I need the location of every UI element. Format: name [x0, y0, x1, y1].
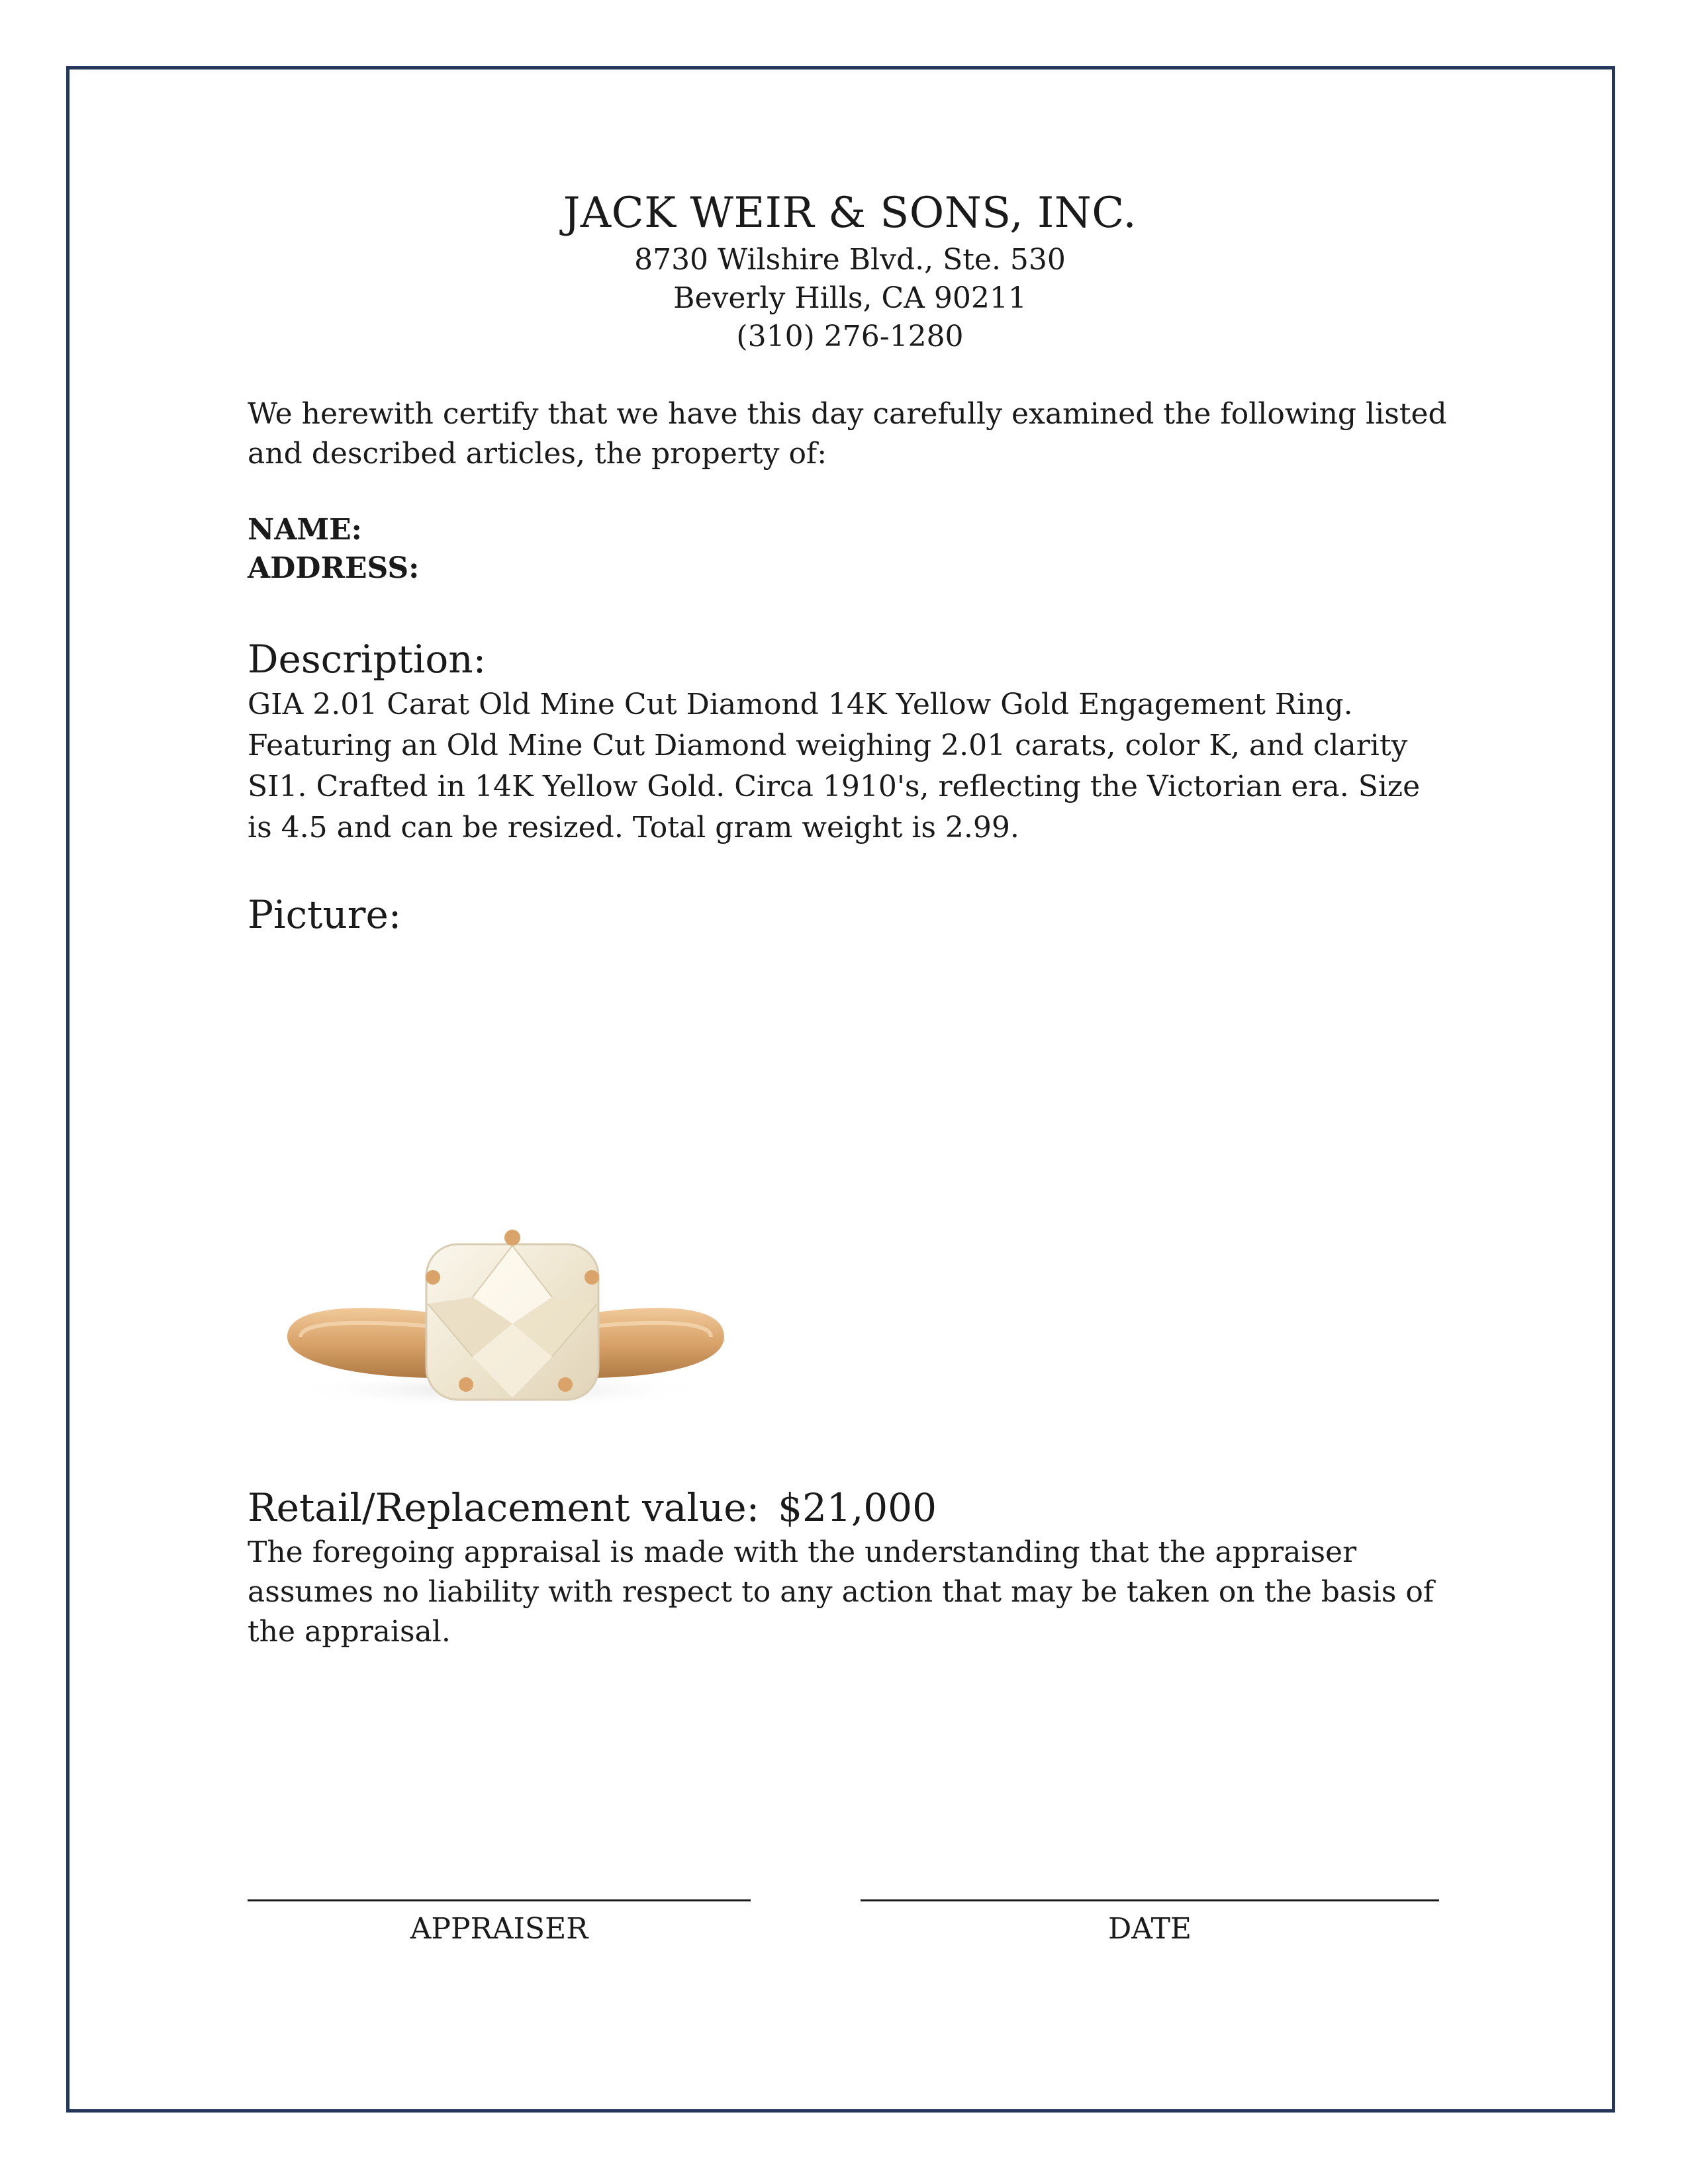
disclaimer-text: The foregoing appraisal is made with the understanding that the appraiser assumes no liability with respect to any action that may be taken on the basis of the appraisal. — [248, 1535, 1434, 1649]
date-label: DATE — [1107, 1912, 1192, 1946]
letterhead — [248, 185, 1452, 356]
company-name: JACK WEIR & SONS, INC. — [563, 189, 1137, 238]
description-text: GIA 2.01 Carat Old Mine Cut Diamond 14K Yellow Gold Engagement Ring. Featuring an Old Mine Cut Diamond weighing 2.01 carats, color K, and clarity SI1. Crafted in 14K Yellow Gold. Circa 1910's, reflecting the Victorian era. Size is 4.5 and can be resized. Total gram weight is 2.99. — [248, 688, 1421, 844]
signature-area — [248, 1899, 1439, 1979]
company-phone: (310) 276-1280 — [736, 320, 964, 353]
company-street-address: 8730 Wilshire Blvd., Ste. 530 — [634, 243, 1066, 277]
appraiser-signature-line — [248, 1899, 751, 1901]
valuation-row — [248, 1482, 1452, 1533]
description-heading: Description: — [248, 637, 487, 682]
appraisal-document — [248, 185, 1452, 1652]
appraiser-label: APPRAISER — [410, 1912, 588, 1946]
picture-area — [248, 940, 711, 1482]
valuation-label: Retail/Replacement value: — [248, 1485, 760, 1530]
picture-heading: Picture: — [248, 892, 402, 937]
certification-statement: We herewith certify that we have this day carefully examined the following listed and described articles, the property of: — [248, 397, 1447, 471]
owner-address-label: ADDRESS: — [248, 551, 420, 585]
valuation-amount: $21,000 — [778, 1485, 937, 1530]
company-city-state: Beverly Hills, CA 90211 — [673, 281, 1027, 315]
date-signature-line — [861, 1899, 1439, 1901]
diamond-ring-icon — [274, 1205, 737, 1430]
owner-name-label: NAME: — [248, 513, 362, 547]
date-signature-block — [861, 1899, 1439, 1949]
appraiser-signature-block — [248, 1899, 751, 1949]
owner-block — [248, 511, 1452, 588]
